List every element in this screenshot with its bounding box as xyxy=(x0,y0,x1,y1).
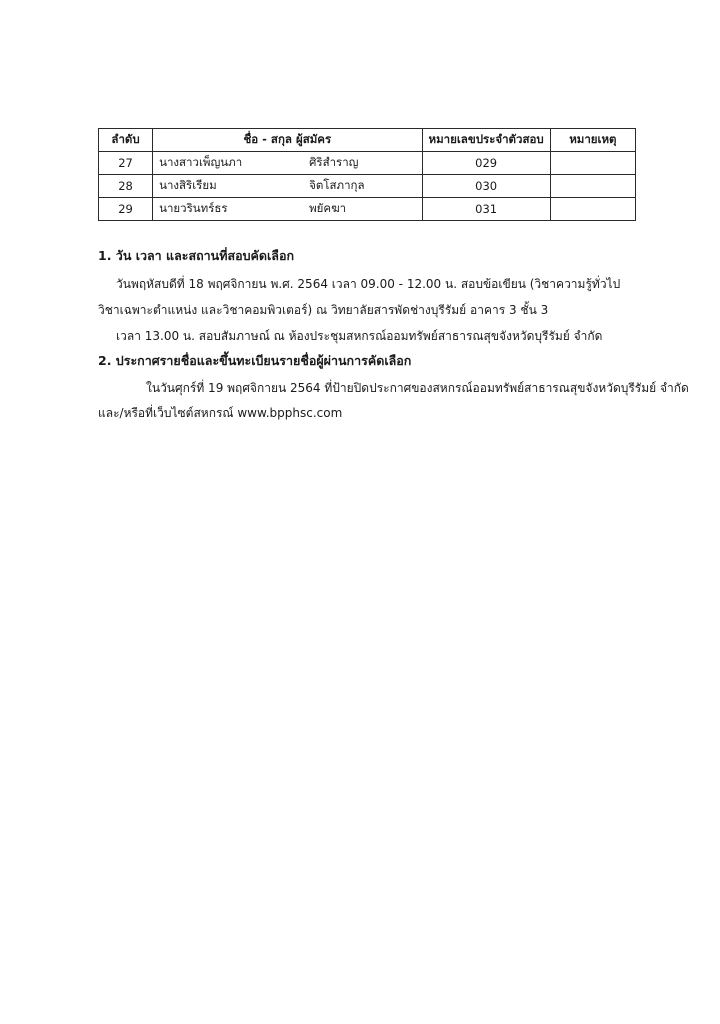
section2-line1: ในวันศุกร์ที่ 19 พฤศจิกายน 2564 ที่ป้ายปิดประกาศของสหกรณ์ออมทรัพย์สาธารณสุขจังหวัดบุรีรัมย์ จำกัด xyxy=(146,381,689,395)
row-note xyxy=(550,198,635,221)
table-row xyxy=(99,198,636,221)
row-no: 28 xyxy=(99,175,153,198)
candidate-table xyxy=(98,128,636,221)
table-row xyxy=(99,152,636,175)
row-no: 27 xyxy=(99,152,153,175)
row-first-name: นางสิริเรียม xyxy=(159,178,217,192)
section1-line2: วิชาเฉพาะตำแหน่ง และวิชาคอมพิวเตอร์) ณ วิทยาลัยสารพัดช่างบุรีรัมย์ อาคาร 3 ชั้น 3 xyxy=(98,303,549,317)
row-note xyxy=(550,175,635,198)
header-exam-id: หมายเลขประจำตัวสอบ xyxy=(422,129,550,152)
row-first-name: นายวรินทร์ธร xyxy=(159,201,228,215)
section1-line3: เวลา 13.00 น. สอบสัมภาษณ์ ณ ห้องประชุมสหกรณ์ออมทรัพย์สาธารณสุขจังหวัดบุรีรัมย์ จำกัด xyxy=(116,329,603,343)
row-name xyxy=(153,152,422,175)
table-row xyxy=(99,175,636,198)
header-no: ลำดับ xyxy=(99,129,153,152)
row-last-name: พยัคฆา xyxy=(309,201,347,215)
row-exam-id: 030 xyxy=(422,175,550,198)
row-first-name: นางสาวเพ็ญนภา xyxy=(159,155,243,169)
row-last-name: ศิริสำราญ xyxy=(309,155,359,169)
row-note xyxy=(550,152,635,175)
table-header-row xyxy=(99,129,636,152)
row-exam-id: 029 xyxy=(422,152,550,175)
row-name xyxy=(153,198,422,221)
row-no: 29 xyxy=(99,198,153,221)
header-name: ชื่อ - สกุล ผู้สมัคร xyxy=(153,129,422,152)
header-note: หมายเหตุ xyxy=(550,129,635,152)
section2-heading: 2. ประกาศรายชื่อและขึ้นทะเบียนรายชื่อผู้ผ่านการคัดเลือก xyxy=(98,353,412,368)
section1-heading: 1. วัน เวลา และสถานที่สอบคัดเลือก xyxy=(98,248,295,263)
section1-line1: วันพฤหัสบดีที่ 18 พฤศจิกายน พ.ศ. 2564 เวลา 09.00 - 12.00 น. สอบข้อเขียน (วิชาความรู้ทั่วไป xyxy=(116,277,621,291)
section2-line2: และ/หรือที่เว็บไซต์สหกรณ์ www.bpphsc.com xyxy=(98,406,343,420)
row-exam-id: 031 xyxy=(422,198,550,221)
row-name xyxy=(153,175,422,198)
row-last-name: จิตโสภากุล xyxy=(309,178,365,192)
